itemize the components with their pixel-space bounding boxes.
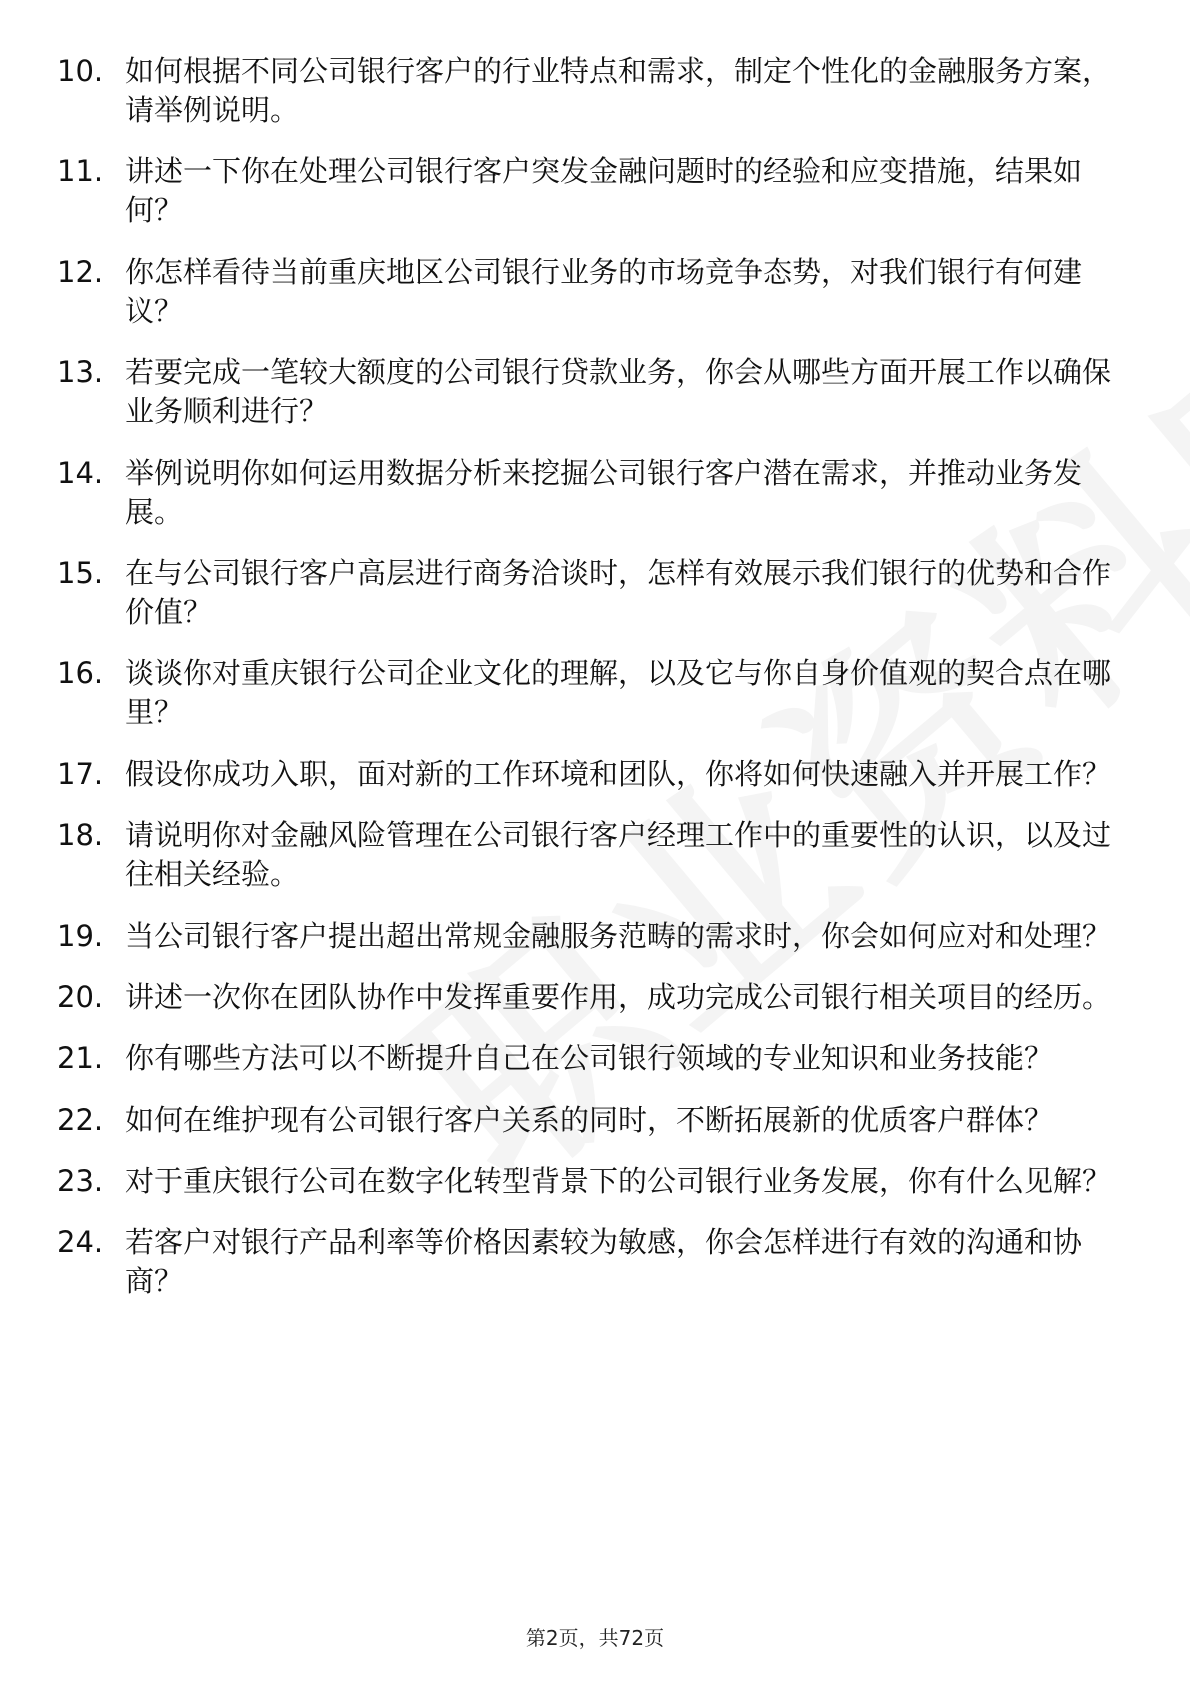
item-text: 在与公司银行客户高层进行商务洽谈时，怎样有效展示我们银行的优势和合作价值？ <box>125 555 1112 629</box>
list-item <box>57 816 1137 894</box>
list-item <box>57 353 1137 431</box>
item-number: 17. <box>57 756 104 791</box>
item-number: 21. <box>57 1041 104 1076</box>
item-number: 22. <box>57 1102 104 1137</box>
item-text: 假设你成功入职，面对新的工作环境和团队，你将如何快速融入并开展工作？ <box>125 756 1112 791</box>
item-text: 如何根据不同公司银行客户的行业特点和需求，制定个性化的金融服务方案，请举例说明。 <box>125 54 1112 127</box>
item-number: 14. <box>57 455 104 490</box>
item-text: 谈谈你对重庆银行公司企业文化的理解，以及它与你自身价值观的契合点在哪里？ <box>125 656 1112 730</box>
item-number: 12. <box>57 254 104 289</box>
list-item <box>57 1223 1137 1301</box>
item-text: 讲述一次你在团队协作中发挥重要作用，成功完成公司银行相关项目的经历。 <box>125 979 1112 1014</box>
item-text: 你有哪些方法可以不断提升自己在公司银行领域的专业知识和业务技能？ <box>125 1041 1054 1076</box>
item-text: 请说明你对金融风险管理在公司银行客户经理工作中的重要性的认识，以及过往相关经验。 <box>125 818 1112 892</box>
item-text: 讲述一下你在处理公司银行客户突发金融问题时的经验和应变措施，结果如何？ <box>125 154 1083 228</box>
item-number: 24. <box>57 1225 104 1260</box>
item-text: 若要完成一笔较大额度的公司银行贷款业务，你会从哪些方面开展工作以确保业务顺利进行？ <box>125 355 1112 429</box>
item-number: 13. <box>57 355 104 390</box>
list-item <box>57 152 1137 230</box>
list-item <box>57 755 1137 794</box>
item-text: 当公司银行客户提出超出常规金融服务范畴的需求时，你会如何应对和处理？ <box>125 918 1112 953</box>
item-number: 18. <box>57 818 104 853</box>
item-text: 你怎样看待当前重庆地区公司银行业务的市场竞争态势，对我们银行有何建议？ <box>125 254 1083 328</box>
item-number: 19. <box>57 918 104 953</box>
item-number: 10. <box>57 54 104 88</box>
item-text: 若客户对银行产品利率等价格因素较为敏感，你会怎样进行有效的沟通和协商？ <box>125 1225 1083 1299</box>
question-list <box>57 52 1137 1324</box>
item-number: 20. <box>57 979 104 1014</box>
list-item <box>57 253 1137 331</box>
list-item <box>57 1101 1137 1140</box>
list-item <box>57 917 1137 956</box>
list-item <box>57 1039 1137 1078</box>
item-number: 23. <box>57 1164 104 1199</box>
page-footer: 第2页，共72页 <box>525 1626 665 1650</box>
item-text: 对于重庆银行公司在数字化转型背景下的公司银行业务发展，你有什么见解？ <box>125 1164 1112 1199</box>
item-number: 15. <box>57 555 104 590</box>
list-item <box>57 52 1137 130</box>
item-text: 如何在维护现有公司银行客户关系的同时，不断拓展新的优质客户群体？ <box>125 1102 1054 1137</box>
item-text: 举例说明你如何运用数据分析来挖掘公司银行客户潜在需求，并推动业务发展。 <box>125 455 1083 529</box>
list-item <box>57 654 1137 732</box>
item-number: 11. <box>57 154 104 189</box>
list-item <box>57 454 1137 532</box>
list-item <box>57 1162 1137 1201</box>
list-item <box>57 978 1137 1017</box>
list-item <box>57 554 1137 632</box>
item-number: 16. <box>57 656 104 691</box>
